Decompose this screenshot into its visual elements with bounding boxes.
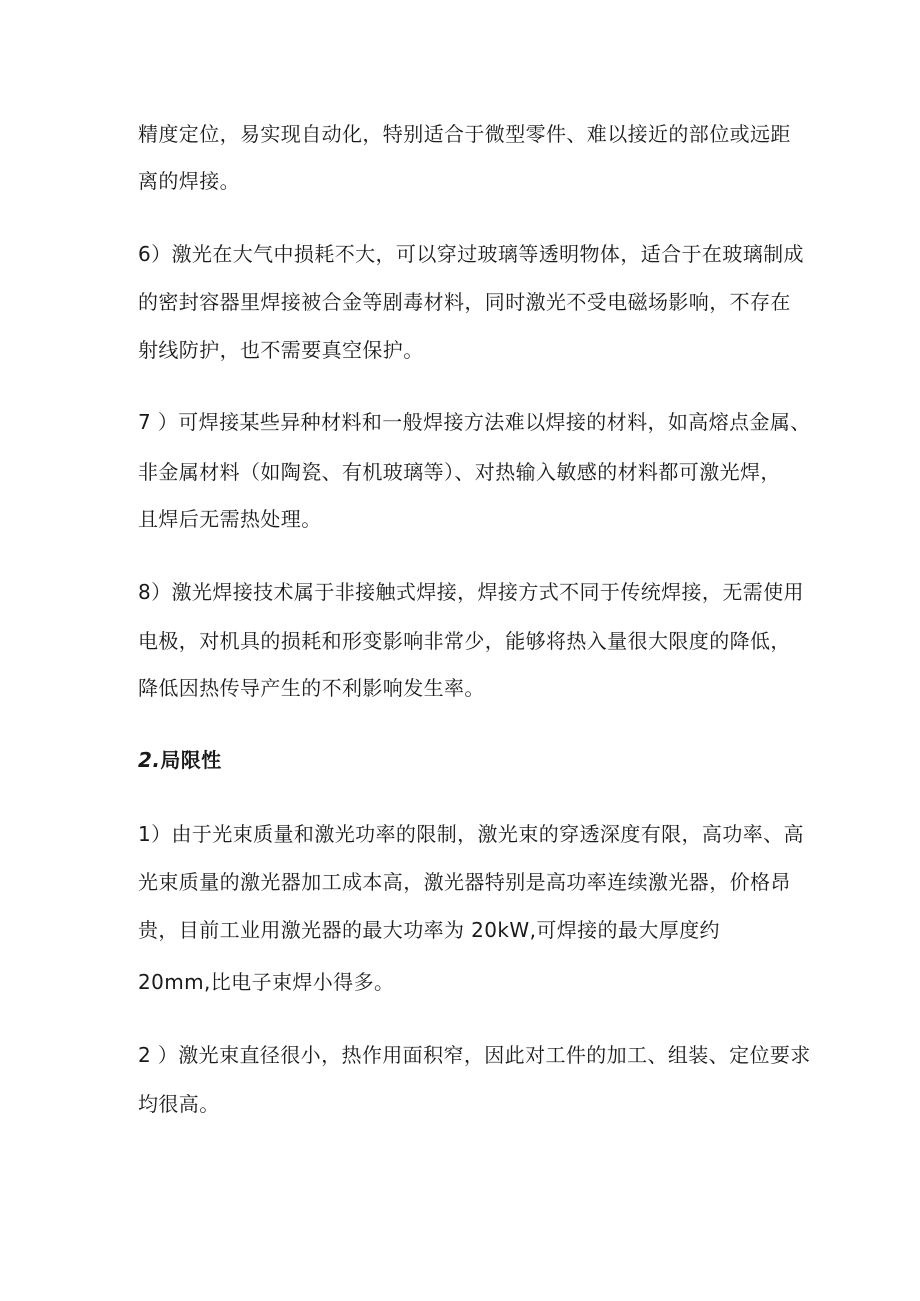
text-line: 8）激光焊接技术属于非接触式焊接，焊接方式不同于传统焊接，无需使用: [138, 580, 804, 604]
text-line: 精度定位，易实现自动化，特别适合于微型零件、难以接近的部位或远距: [138, 122, 791, 146]
text-line: 6）激光在大气中损耗不大，可以穿过玻璃等透明物体，适合于在玻璃制成: [138, 242, 804, 266]
text-line: 非金属材料（如陶瓷、有机玻璃等）、对热输入敏感的材料都可激光焊，: [138, 460, 781, 484]
text-line: 的密封容器里焊接被合金等剧毒材料，同时激光不受电磁场影响，不存在: [138, 290, 791, 314]
text-line: 电极，对机具的损耗和形变影响非常少，能够将热入量很大限度的降低，: [138, 629, 791, 653]
text-line: 光束质量的激光器加工成本高，激光器特别是高功率连续激光器，价格昂: [138, 870, 791, 894]
text-line: 20mm,比电子束焊小得多。: [138, 970, 395, 994]
text-line: 7 ）可焊接某些异种材料和一般焊接方法难以焊接的材料，如高熔点金属、: [138, 410, 811, 434]
text-line: 离的焊接。: [138, 169, 240, 193]
section-number: 2.: [138, 748, 161, 772]
text-line: 且焊后无需热处理。: [138, 507, 322, 531]
text-line: 贵，目前工业用激光器的最大功率为 20kW,可焊接的最大厚度约: [138, 918, 720, 942]
text-line: 均很高。: [138, 1092, 220, 1116]
text-line: 射线防护，也不需要真空保护。: [138, 338, 424, 362]
section-heading: [138, 746, 222, 774]
text-line: 降低因热传导产生的不利影响发生率。: [138, 676, 485, 700]
text-line: 2 ）激光束直径很小，热作用面积窄，因此对工件的加工、组装、定位要求: [138, 1043, 811, 1067]
text-line: 1）由于光束质量和激光功率的限制，激光束的穿透深度有限，高功率、高: [138, 822, 804, 846]
section-title: 局限性: [160, 748, 222, 772]
